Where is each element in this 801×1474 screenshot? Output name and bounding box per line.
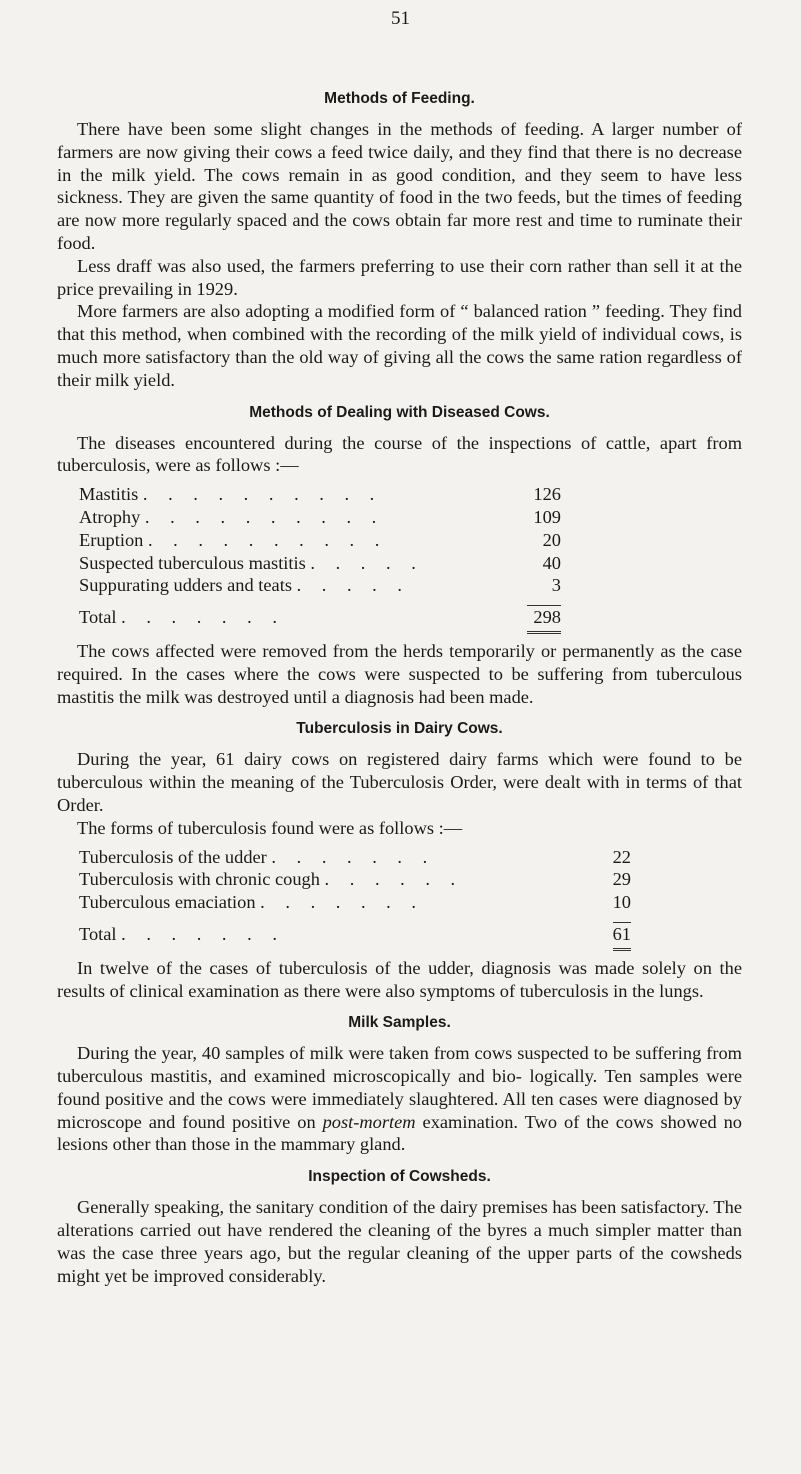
leader-dots: . . . . . — [296, 575, 410, 596]
leader-dots: . . . . . . . . . . — [144, 506, 385, 527]
total-row — [79, 606, 561, 629]
diseases-intro: The diseases encountered during the course of the inspections of cattle, apart from tuberculosis, were as follows :— — [57, 432, 742, 476]
row-value: 109 — [533, 506, 561, 527]
tuberculosis-paragraph-2: The forms of tuberculosis found were as follows :— — [77, 817, 463, 838]
row-label: Tuberculosis of the udder — [79, 846, 267, 867]
milk-paragraph — [57, 1042, 742, 1156]
table-row — [79, 891, 631, 914]
heading-inspection-of-cowsheds: Inspection of Cowsheds. — [308, 1168, 491, 1186]
leader-dots: . . . . . . — [324, 869, 464, 890]
heading-milk-samples: Milk Samples. — [348, 1014, 451, 1032]
table-row — [79, 846, 631, 869]
table-row — [79, 506, 561, 529]
row-label: Atrophy — [79, 506, 141, 527]
heading-dealing-with-diseased-cows: Methods of Dealing with Diseased Cows. — [249, 403, 550, 421]
feeding-paragraph-2: Less draff was also used, the farmers preferring to use their corn rather than sell it at the price prevailing in 1929. — [57, 255, 742, 299]
row-label: Eruption — [79, 529, 144, 550]
tuberculosis-after-paragraph: In twelve of the cases of tuberculosis of the udder, diagnosis was made solely on the results of clinical examination as there were also symptoms of tuberculosis in the lungs. — [57, 957, 742, 1001]
cowsheds-paragraph: Generally speaking, the sanitary condition of the dairy premises has been satisfactory. The alterations carried out have rendered the cleaning of the byres a much simpler matter than was the case three years ago, but the regular cleaning of the upper parts of the cowsheds might yet be improved considerably. — [57, 1197, 742, 1286]
heading-methods-of-feeding: Methods of Feeding. — [324, 90, 475, 107]
total-row — [79, 923, 631, 946]
feeding-paragraph-3: More farmers are also adopting a modified form of “ balanced ration ” feeding. They find that this method, when combined with the recording of the milk yield of individual cows, is much more satisfactory than the old way of giving all the cows the same ration regardless of their milk yield. — [57, 301, 742, 390]
double-rule — [527, 631, 561, 634]
table-row — [79, 483, 561, 506]
milk-text-a: During the year, 40 samples of milk were taken from cows suspected to be suffering from tuberculous mastitis, and examined microscopically and bio- logically. Ten samples were found positive and the cows were immediately slaughtered. All ten cases were diagnosed by microscope and found positive on — [57, 1043, 742, 1132]
total-label: Total — [79, 607, 117, 628]
row-label: Tuberculosis with chronic cough — [79, 869, 320, 890]
diseases-table — [79, 483, 561, 634]
tuberculosis-table — [79, 846, 631, 951]
row-value: 20 — [542, 529, 561, 550]
total-value: 298 — [533, 607, 561, 628]
row-value: 29 — [612, 869, 631, 890]
row-value: 10 — [612, 892, 631, 913]
table-row — [79, 868, 631, 891]
leader-dots: . . . . . . . . . . — [142, 484, 383, 505]
row-value: 22 — [612, 846, 631, 867]
row-value: 3 — [551, 575, 561, 596]
row-value: 126 — [533, 484, 561, 505]
tuberculosis-paragraph-1: During the year, 61 dairy cows on registered dairy farms which were found to be tuberculous within the meaning of the Tuberculosis Order, were dealt with in terms of that Order. — [57, 749, 742, 815]
total-value: 61 — [612, 923, 631, 944]
leader-dots: . . . . . — [310, 552, 424, 573]
leader-dots: . . . . . . . — [271, 846, 436, 867]
heading-tuberculosis: Tuberculosis in Dairy Cows. — [296, 720, 503, 738]
row-label: Mastitis — [79, 484, 139, 505]
leader-dots: . . . . . . . — [260, 892, 424, 913]
milk-text-b: examination. Two of the cows showed no lesions other than those in the mammary gland. — [57, 1111, 742, 1155]
total-label: Total — [79, 923, 117, 944]
page-content — [57, 88, 742, 1287]
table-row — [79, 552, 561, 575]
table-row — [79, 574, 561, 597]
feeding-paragraph-1: There have been some slight changes in the methods of feeding. A larger number of farmers are now giving their cows a feed twice daily, and they find that there is no decrease in the milk yield. The cows remain in as good condition, and they seem to have less sickness. They are given the same quantity of food in the two feeds, but the times of feeding are now more regularly spaced and the cows obtain far more rest and time to ruminate their food. — [57, 119, 742, 253]
milk-text-italic: post-mortem — [322, 1111, 416, 1132]
table-row — [79, 529, 561, 552]
row-label: Suppurating udders and teats — [79, 575, 292, 596]
page-number: 51 — [391, 8, 410, 29]
leader-dots: . . . . . . . . . . — [147, 529, 388, 550]
row-label: Suspected tuberculous mastitis — [79, 552, 306, 573]
row-value: 40 — [542, 552, 561, 573]
double-rule — [613, 948, 631, 951]
diseases-after-paragraph: The cows affected were removed from the herds temporarily or permanently as the case required. In the cases where the cows were suspected to be suffering from tuberculous mastitis the milk was destroyed until a diagnosis had been made. — [57, 640, 742, 707]
leader-dots: . . . . . . . — [121, 923, 285, 944]
leader-dots: . . . . . . . — [121, 607, 285, 628]
row-label: Tuberculous emaciation — [79, 892, 256, 913]
